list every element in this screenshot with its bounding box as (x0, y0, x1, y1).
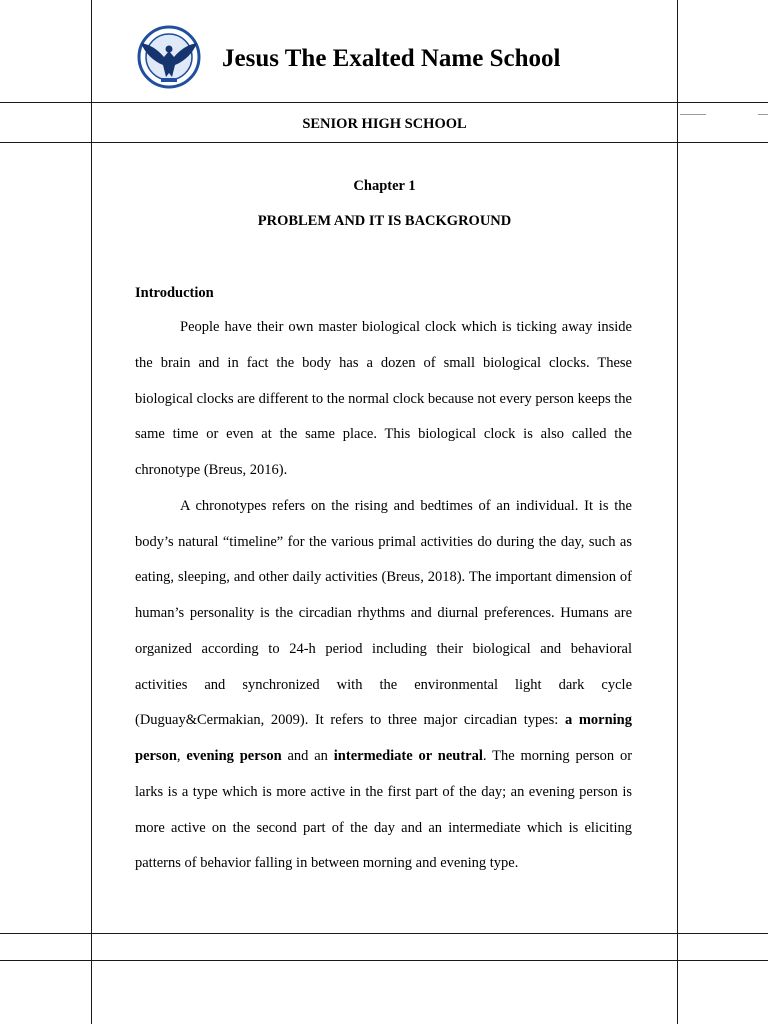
department-title: SENIOR HIGH SCHOOL (302, 116, 467, 132)
term-intermediate: intermediate or neutral (333, 748, 483, 764)
term-morning-person: a morning person (135, 712, 632, 764)
left-margin-line (91, 0, 92, 1024)
body-text (135, 310, 632, 882)
footer-divider-top (0, 933, 768, 934)
eagle-crest-icon (137, 21, 201, 93)
chapter-number: Chapter 1 (353, 178, 416, 194)
header-tick-mark-edge (758, 114, 768, 115)
chapter-title: PROBLEM AND IT IS BACKGROUND (257, 213, 512, 229)
right-margin-line (677, 0, 678, 1024)
school-name: Jesus The Exalted Name School (222, 45, 561, 72)
footer-divider-bottom (0, 960, 768, 961)
section-heading: Introduction (135, 285, 214, 301)
school-logo (137, 21, 201, 93)
paragraph-2-text-b: . The morning person or larks is a type which is more active in the first part of the day; an evening person is more active on the second part of the day and an intermediate which is eliciting patterns of behavior falling in between morning and evening type. (135, 748, 633, 872)
header-divider-top (0, 102, 768, 103)
header-tick-mark (680, 114, 706, 115)
paragraph-2 (135, 489, 632, 882)
paragraph-1: People have their own master biological clock which is ticking away inside the brain and in fact the body has a dozen of small biological clocks. These biological clocks are different to the normal clock because not every person keeps the same time or even at the same place. This biological clock is also called the chronotype (Breus, 2016). (135, 319, 632, 478)
header-divider-bottom (0, 142, 768, 143)
term-evening-person: evening person (186, 748, 282, 764)
separator-2: and an (281, 748, 334, 764)
paragraph-2-text-a: A chronotypes refers on the rising and bedtimes of an individual. It is the body’s natural “timeline” for the various primal activities do during the day, such as eating, sleeping, and other daily activities (Breus, 2018). The important dimension of human’s personality is the circadian rhythms and diurnal preferences. Humans are organized according to 24-h period including their biological and behavioral activities and synchronized with the environmental light dark cycle (Duguay&Cermakian, 2009). It refers to three major circadian types: (135, 497, 632, 729)
separator-1: , (176, 748, 187, 764)
